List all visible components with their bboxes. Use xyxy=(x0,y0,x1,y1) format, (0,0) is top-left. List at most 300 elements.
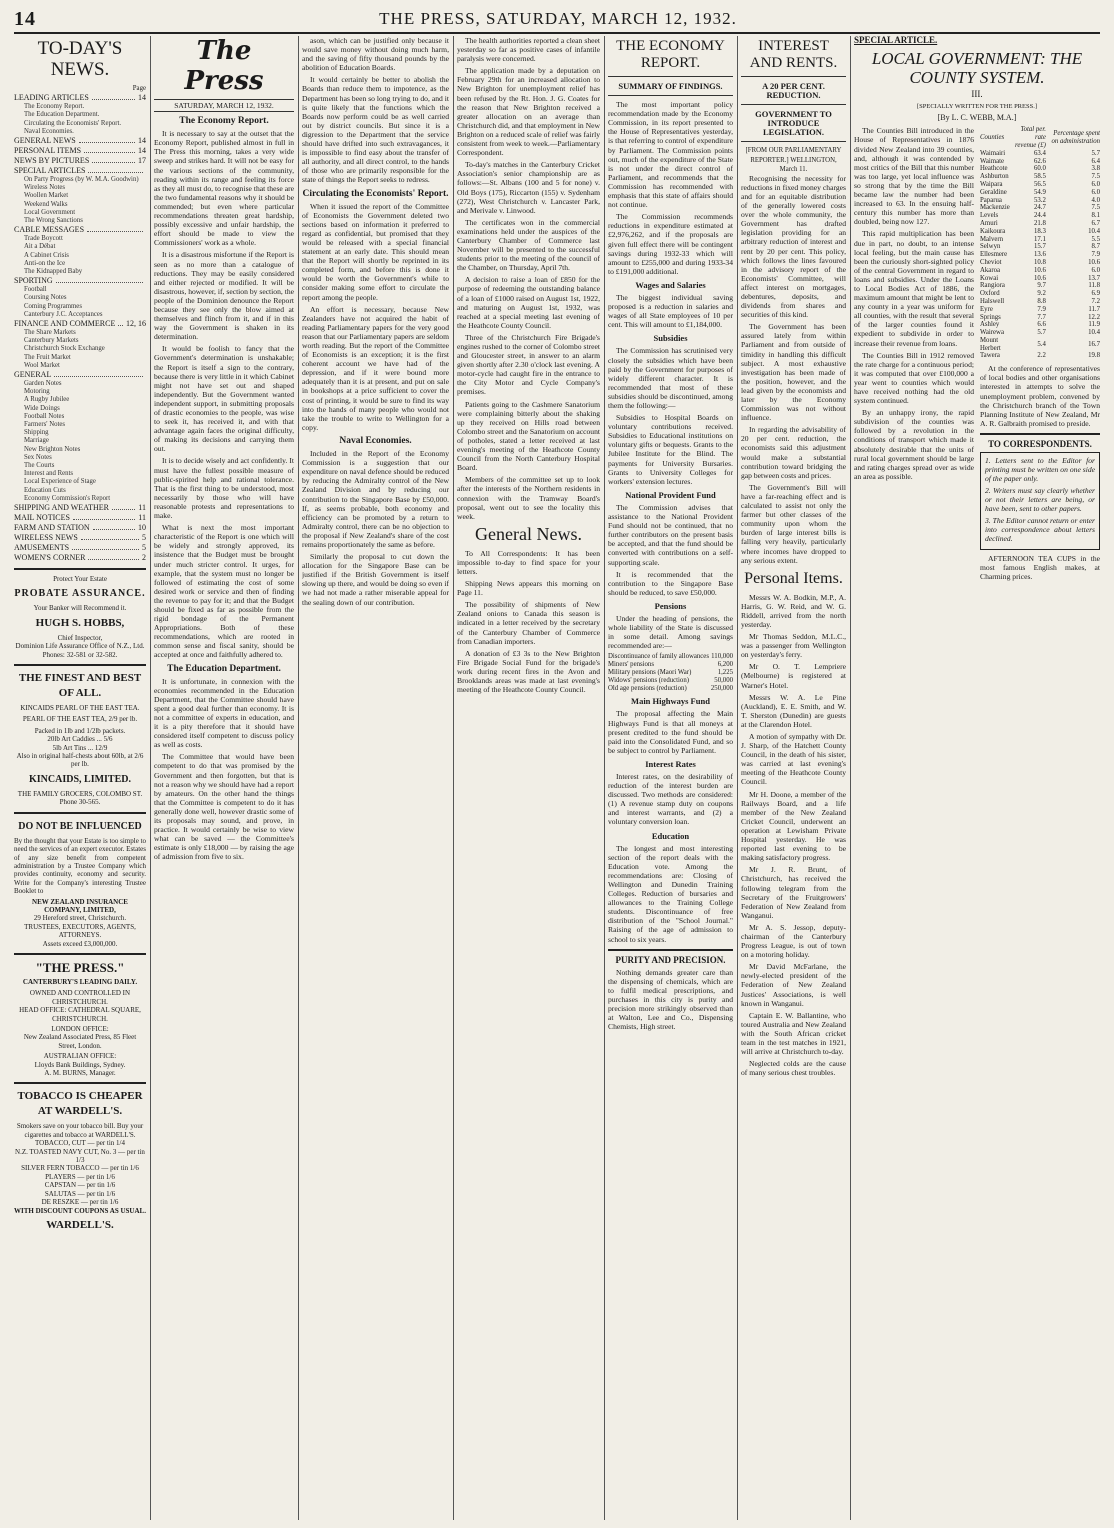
index-row xyxy=(14,156,146,166)
trustee-ad xyxy=(14,819,146,948)
index-subitem: New Brighton Notes xyxy=(24,445,81,453)
paragraph: It is unfortunate, in connexion with the economies recommended in the Education Department, that the Committee should have spent a good deal further than economy. It is not a committee of experts in education, and it is a pity therefore that it should have considered itself competent to discuss policy as well as costs. xyxy=(154,676,294,750)
article-body xyxy=(608,100,733,276)
table-cell: Tawera xyxy=(980,352,1000,360)
section-heading: Education xyxy=(651,830,690,841)
paragraph: A donation of £3 3s to the New Brighton Fire Brigade Social Fund for the brigade's work during recent fires in the Avon and Brooklands areas was made at last evening's meeting of the Heathcote County Council. xyxy=(457,648,600,695)
table-cell: Waimate xyxy=(980,157,1004,165)
paragraph: The application made by a deputation on February 29th for an increased allocation to New Brighton for unemployment relief has been refused by the Rt. Hon. J. G. Coates for the reason that New Brighton received a greater allocation on an average than Christchurch did, and that employment in New Brighton on a reduced scale of relief was fairly consistent from week to week.—Parliamentary Correspondent. xyxy=(457,66,600,158)
table-cell: 10.6 xyxy=(1088,258,1100,266)
index-row xyxy=(14,319,146,329)
article-heading: THE ECONOMY REPORT. xyxy=(616,38,725,71)
article-subheading: SUMMARY OF FINDINGS. xyxy=(618,81,723,91)
table-cell: Amuri xyxy=(980,219,998,227)
table-row xyxy=(980,306,1100,314)
table-cell-value: 110,000 xyxy=(711,653,733,661)
table-row xyxy=(980,228,1100,236)
section-heading: National Provident Fund xyxy=(625,489,716,500)
paragraph: The Counties Bill introduced in the House of Representatives in 1876 divided New Zealand into 39 counties, and, although it was contended by most critics of the Bill that this number was too large, yet local influence was so strong that by the time the Bill became law the number had been increased to 63. In the ensuing half-century this number has more than doubled, being now 127. xyxy=(854,126,974,227)
table-cell: 13.6 xyxy=(1034,251,1046,259)
ad-line: 5lb Art Tins ... 12/9 xyxy=(52,743,108,752)
article-subheading: A 20 PER CENT. REDUCTION. xyxy=(762,81,825,101)
ad-item: CAPSTAN — per tin 1/6 xyxy=(44,1181,116,1190)
paragraph: By an unhappy irony, the rapid subdivision of the counties was followed by a revolution in the conditions of transport which made it absolutely desirable that the units of rural local government should be large and rating charges spread over as wide an area as possible. xyxy=(854,408,974,481)
table-row xyxy=(980,352,1100,360)
paragraph: It is a disastrous misfortune if the Report is seen as no more than a catalogue of reductions. They may be easily considered and either rejected or modified. It will be disastrous, however, if, section by section, the people of the Dominion denounce the Report because they see only the blow aimed at themselves and flinch from it, and if in this way the Government is shaken in its determination. xyxy=(154,250,294,342)
paragraph: A motion of sympathy with Dr. J. Sharp, of the Hatchett County Council, in the death of his sister, was carried at last evening's meeting of the Heathcote County Council. xyxy=(741,732,846,787)
article-body xyxy=(741,174,846,565)
ad-line: Also in original half-chests about 60lb, at 2/6 per lb. xyxy=(16,752,144,769)
table-row xyxy=(980,314,1100,322)
index-subitem: Education Cuts xyxy=(24,486,66,494)
ad-title: TOBACCO IS CHEAPER AT WARDELL'S. xyxy=(17,1090,143,1118)
editorial-heading: The Economy Report. xyxy=(179,116,269,127)
table-cell: 5.7 xyxy=(1091,149,1100,157)
ad-line: AUSTRALIAN OFFICE: xyxy=(43,1052,117,1061)
table-cell: 60.0 xyxy=(1034,165,1046,173)
table-cell: 24.4 xyxy=(1034,212,1046,220)
paragraph: Mr H. Doone, a member of the Railways Board, and a life member of the New Zealand Cricket Council, underwent an operation at Lewisham Private Hospital yesterday. He was reported last evening to be making satisfactory progress. xyxy=(741,789,846,863)
table-cell-value: 250,000 xyxy=(710,684,733,692)
table-cell: 53.2 xyxy=(1034,196,1046,204)
table-cell: 11.7 xyxy=(1088,305,1100,313)
index-row xyxy=(14,553,146,563)
table-cell: 6.0 xyxy=(1091,180,1100,188)
index-subitem: Local Government xyxy=(24,208,76,216)
table-cell: Ashley xyxy=(980,321,1000,329)
table-cell-value: 50,000 xyxy=(714,676,733,684)
paragraph: The Government has been assured lately from within Parliament and from outside of timidity in handling this difficult subject. A most exhaustive investigation has been made of the position, however, and the lead given by the economists and later by the Economy Commission was not without influence. xyxy=(741,322,846,423)
index-row xyxy=(14,370,146,380)
ad-line: A. M. BURNS, Manager. xyxy=(44,1069,116,1078)
paragraph: Three of the Christchurch Fire Brigade's engines rushed to the corner of Colombo street and Gloucester street, in answer to an alarm given shortly after 2.30 o'clock last evening. A motor-cycle had caught fire in the entrance to the City Motor and Cycle Company's premises. xyxy=(457,332,600,397)
index-row xyxy=(14,503,146,513)
ad-footer: WITH DISCOUNT COUPONS AS USUAL. xyxy=(14,1206,146,1215)
index-page: 12, 16 xyxy=(126,318,146,328)
index-subitem: The Kidnapped Baby xyxy=(24,267,83,275)
index-dots xyxy=(79,136,135,143)
index-subitem: Wide Doings xyxy=(24,404,60,412)
table-cell-label: Widows' pensions (reduction) xyxy=(608,676,689,684)
index-dots xyxy=(54,370,143,377)
paragraph: Mr Thomas Seddon, M.L.C., was a passenger from Wellington on yesterday's ferry. xyxy=(741,632,846,660)
table-cell: 6.7 xyxy=(1091,219,1100,227)
paragraph: To-day's matches in the Canterbury Cricket Association's senior championship are as follows:—St. Albans (100 and 5 for none) v. Old Boys (175), Riccarton (155) v. Sydenham (272), West Christchurch v. Lancaster Park, and Merivale v. Linwood. xyxy=(457,160,600,215)
editorial-heading: Naval Economies. xyxy=(339,435,412,446)
kincaids-ad xyxy=(14,671,146,807)
table-cell: 7.9 xyxy=(1091,251,1100,259)
table-cell: Springs xyxy=(980,313,1001,321)
section-heading: Pensions xyxy=(654,600,687,611)
correspondent-rule: 1. Letters sent to the Editor for printing must be written on one side of the paper only. xyxy=(985,456,1095,484)
section-heading: Wages and Salaries xyxy=(635,279,706,290)
table-cell: 19.8 xyxy=(1088,352,1100,360)
index-subitem: The Education Department. xyxy=(24,111,100,119)
index-page: 11 xyxy=(138,513,146,523)
table-cell: 7.9 xyxy=(1037,305,1046,313)
table-cell: Eyre xyxy=(980,305,993,313)
table-cell: 12.2 xyxy=(1088,313,1100,321)
index-label: WOMEN'S CORNER xyxy=(14,553,86,563)
paragraph: It is recommended that the contribution to the Singapore Base should be reduced, to save £50,000. xyxy=(608,569,733,597)
table-row xyxy=(980,181,1100,189)
index-subitem: Economy Commission's Report xyxy=(24,494,111,502)
ad-line: TRUSTEES, EXECUTORS, AGENTS, ATTORNEYS. xyxy=(24,922,136,940)
page-label: Page xyxy=(132,85,146,92)
paragraph: It would be foolish to fancy that the Government's determination is unshakable; the Report is itself a sign to the contrary, because there is very little in it which Cabinet might not have set out and shaped independently. But the Government wanted independent support, in submitting proposals of drastic economies to the people, was wise to seek it, has received it, and with that advantage again faces the original difficulty, of making its decisions and carrying them out. xyxy=(154,344,294,454)
paragraph: The Counties Bill in 1912 removed the rate charge for a continuous period; it was computed that over £100,000 a year went to counties which would have received nothing had the old system continued. xyxy=(854,350,974,406)
ad-line: Assets exceed £3,000,000. xyxy=(42,939,118,948)
paragraph: The possibility of shipments of New Zealand onions to Canada this season is indicated in a letter received by the secretary of the Canterbury Chamber of Commerce from Canadian importers. xyxy=(457,600,600,646)
table-cell: Heathcote xyxy=(980,165,1008,173)
table-cell: Oxford xyxy=(980,290,1000,298)
paragraph: Similarly the proposal to cut down the allocation for the Singapore Base can be justified if the British Government is itself slowing up there, and would be doing so even if we had not made a rather miserable appeal for the sealing down of our contribution. xyxy=(302,552,449,607)
table-cell: Levels xyxy=(980,212,999,220)
table-cell: 2.2 xyxy=(1037,352,1046,360)
special-article-title: LOCAL GOVERNMENT: THE COUNTY SYSTEM. xyxy=(871,49,1083,88)
paragraph: The health authorities reported a clean sheet yesterday so far as positive cases of infantile paralysis were concerned. xyxy=(457,36,600,64)
index-row xyxy=(14,543,146,553)
table-cell: 5.7 xyxy=(1037,329,1046,337)
index-subitem: Canterbury Markets xyxy=(24,337,79,345)
press-ad xyxy=(14,960,146,1077)
table-cell: 58.5 xyxy=(1034,173,1046,181)
table-cell: 7.2 xyxy=(1091,297,1100,305)
ad-item: SALUTAS — per tin 1/6 xyxy=(44,1189,116,1198)
table-cell: 16.7 xyxy=(1088,340,1100,348)
table-cell: Waimairi xyxy=(980,149,1006,157)
ad-line: Lloyds Bank Buildings, Sydney. xyxy=(34,1060,126,1069)
index-row xyxy=(14,276,146,286)
table-cell: Selwyn xyxy=(980,243,1001,251)
table-cell: 3.8 xyxy=(1091,165,1100,173)
ad-item: N.Z. TOASTED NAVY CUT, No. 3 — per tin 1/3 xyxy=(15,1147,145,1165)
paragraph: The certificates won in the commercial examinations held under the auspices of the Canterbury Chamber of Commerce last November will be presented to the successful students prior to the meeting of the council of the Chamber, on Thursday, April 7th. xyxy=(457,217,600,273)
table-cell: 6.0 xyxy=(1091,266,1100,274)
table-row xyxy=(608,685,733,693)
table-row xyxy=(980,158,1100,166)
table-cell: 11.9 xyxy=(1088,321,1100,329)
ad-line: OWNED AND CONTROLLED IN CHRISTCHURCH. xyxy=(29,989,131,1006)
ad-line: Phone 30-565. xyxy=(59,798,101,807)
correspondent-rule: 2. Writers must say clearly whether or not their letters are being, or have been, sent to other papers. xyxy=(985,486,1095,514)
general-news-column xyxy=(457,36,600,1524)
table-cell: Ashburton xyxy=(980,173,1009,181)
index-dots xyxy=(92,156,135,163)
special-article-label: SPECIAL ARTICLE. xyxy=(854,36,938,45)
table-cell: 7.5 xyxy=(1091,173,1100,181)
index-subitem: The Economy Report. xyxy=(24,103,85,111)
table-header-row xyxy=(980,126,1100,149)
index-dots xyxy=(73,513,135,520)
paragraph: This rapid multiplication has been due in part, no doubt, to an intense local feeling, but the main cause has been the curiously short-sighted policy of the central Government in regard to loans and subsidies. Under the Loans to Local Bodies Act of 1886, the maximum amount that might be lent to any county in a year was uniform for all counties, with the result that several of the larger counties found it expedient to subdivide in order to increase their revenue from loans. xyxy=(854,229,974,348)
paragraph: Mr J. R. Brunt, of Christchurch, has received the following telegram from the Secretary of the Fruitgrowers' Federation of New Zealand from Wanganui. xyxy=(741,865,846,920)
article-body xyxy=(608,503,733,597)
index-subitem: Naval Economies. xyxy=(24,127,74,135)
paragraph: The longest and most interesting section of the report deals with the Education vote. Among the recommendations are: Closing of Wellington and Dunedin Training Colleges. Reduction of bursaries and allowances to the Training College students. Discontinuance of free distribution of the "School Journal." Raising of the age of admission to school to six years. xyxy=(608,843,733,944)
index-subitem: Marriage xyxy=(24,437,49,445)
paragraph: The Commission recommends reductions in expenditure estimated at £2,976,262, and if the proposals are given full effect there will be contingent savings during 1932-33 which will amount to £255,000 and during 1933-34 to £191,000 additional. xyxy=(608,212,733,276)
paragraph: The proposal affecting the Main Highways Fund is that all moneys at present credited to the fund should be paid into the Consolidated Fund, and so be subject to control by Parliament. xyxy=(608,709,733,755)
paragraph: The Committee that would have been competent to do that was promised by the Government and then forgotten, but that is not a reason why we should have had a report by amateurs. On the other hand the things that the Committee is competent to do it has generally done well, however drastic some of its proposals may sound, and prove, in practice. It would certainly be wise to view what can be saved — the Committee's estimate is only £18,000 — by raising the age of admission from five to six. xyxy=(154,752,294,862)
editorial-body xyxy=(154,677,294,862)
column-rule xyxy=(850,36,851,1520)
table-row xyxy=(980,267,1100,275)
table-cell: Malvern xyxy=(980,235,1004,243)
table-cell: 6.6 xyxy=(1037,321,1046,329)
article-body xyxy=(608,772,733,827)
table-row xyxy=(608,669,733,677)
pension-savings-table xyxy=(608,653,733,692)
index-page: 14 xyxy=(138,145,146,155)
index-page: 2 xyxy=(142,553,146,563)
paragraph: Patients going to the Cashmere Sanatorium were complaining bitterly about the shaking up they received on Hills road between Colombo street and the Sanatorium on account of potholes, stated a letter received at last evening's meeting of the Heathcote County Council from the North Canterbury Hospital Board. xyxy=(457,399,600,473)
paragraph: Included in the Report of the Economy Commission is a suggestion that our expenditure on naval defence should be reduced by reducing the Admiralty control of the New Zealand Division and by reducing our contribution to the Singapore Base by £50,000. If, as seems probable, both economy and efficiency can be promoted by a return to Admiralty control, there can be no objection to the proposal if New Zealand's share of the cost remains proportionately the same as before. xyxy=(302,449,449,549)
news-index xyxy=(14,93,146,503)
index-label: SPECIAL ARTICLES xyxy=(14,165,86,175)
table-cell: Kowai xyxy=(980,274,999,282)
index-dots xyxy=(72,543,139,550)
index-subitem: Interest and Rents xyxy=(24,470,74,478)
index-page: 5 xyxy=(142,543,146,553)
table-cell: Kaikoura xyxy=(980,227,1006,235)
ad-name: WARDELL'S. xyxy=(46,1218,114,1231)
table-cell: 10.8 xyxy=(1034,258,1046,266)
index-dots xyxy=(93,523,135,530)
index-column xyxy=(14,36,146,1524)
table-cell: Paparua xyxy=(980,196,1002,204)
paragraph: Interest rates, on the desirability of reduction of the interest burden are discussed. Two methods are considered: (1) A revenue stamp duty on coupons and interest warrants, and (2) a voluntary conversion loan. xyxy=(608,771,733,827)
paragraph: Subsidies to Hospital Boards on voluntary contributions received. Subsidies to Educational institutions on voluntary gifts or bequests. Grants to the Jubilee Institute for the Blind. The payments for University Bursaries. Grants to University Colleges for workers' extension lectures. xyxy=(608,413,733,486)
index-subitem: The Fruit Market xyxy=(24,353,71,361)
table-header-cell: Percentage spent on administration xyxy=(1051,130,1100,146)
table-cell-label: Miners' pensions xyxy=(608,661,654,669)
ad-line: HEAD OFFICE: CATHEDRAL SQUARE, CHRISTCHURCH. xyxy=(19,1006,141,1023)
index-row xyxy=(14,136,146,146)
article-body xyxy=(854,126,974,584)
index-label: SHIPPING AND WEATHER xyxy=(14,503,109,513)
paragraph: The Commission has scrutinised very closely the subsidies which have been paid by the Government for purposes of widely different character. It is recommended that most of these subsidies should be discontinued, among them the following:— xyxy=(608,346,733,410)
paragraph: When it issued the report of the Committee of Economists the Government deleted two sections based on information it preferred to regard as confidential, but promised that they would be released with a special financial statement at an early date. This should mean that the Report will shortly be reprinted in its completed form, and before this is done it would be worth the Government's while to consider making some effort to circulate the report among the people. xyxy=(302,201,449,302)
index-subitem: Ait a Débat xyxy=(24,243,56,251)
table-cell: 10.4 xyxy=(1088,329,1100,337)
dateline: [FROM OUR PARLIAMENTARY REPORTER.] WELLINGTON, March 11. xyxy=(745,147,842,173)
index-subitem: The Share Markets xyxy=(24,328,76,336)
interest-rents-column xyxy=(741,36,846,1524)
correspondents-box xyxy=(980,452,1100,550)
paragraph: Captain E. W. Ballantine, who toured Australia and New Zealand with the South African cricket team in the test matches in 1921, will arrive at Christchurch to-day. xyxy=(741,1010,846,1057)
table-row xyxy=(980,220,1100,228)
ad-line: KINCAIDS PEARL OF THE EAST TEA. xyxy=(20,704,140,713)
index-label: GENERAL NEWS xyxy=(14,135,76,145)
news-body xyxy=(457,549,600,694)
table-row xyxy=(980,212,1100,220)
index-subitem: Woollen Market xyxy=(24,192,69,200)
table-cell: 6.0 xyxy=(1091,188,1100,196)
table-cell: 9.7 xyxy=(1037,282,1046,290)
index-row xyxy=(14,533,146,543)
table-header-cell: Total per. rate revenue (£) xyxy=(1015,126,1046,149)
table-cell: Mackenzie xyxy=(980,204,1010,212)
table-row xyxy=(980,243,1100,251)
editorial-heading: The Education Department. xyxy=(167,663,281,674)
article-body xyxy=(741,593,846,1078)
ad-line: 20lb Art Caddies ... 5/6 xyxy=(47,735,113,744)
table-row xyxy=(980,329,1100,337)
table-row xyxy=(980,251,1100,259)
table-row xyxy=(980,173,1100,181)
paragraph: What is next the most important characteristic of the Report is one which will be widely and strongly approved, its insistence that the Budget must be brought under much stricter control. It urges, for example, that the system must no longer be followed of estimating the cost of some desired work or service and then of finding the revenue to pay for it; and that the Budget should be fixed as far as possible from the rigid bondage of the Permanent Appropriations. Both of these recommendations, which are rooted in common sense and fiscal sanity, should be accepted at once and faithfully adhered to. xyxy=(154,523,294,660)
table-row xyxy=(980,165,1100,173)
ad-title: PROBATE ASSURANCE. xyxy=(14,588,146,600)
table-cell: 10.6 xyxy=(1034,274,1046,282)
editorial-heading: Circulating the Economists' Report. xyxy=(302,188,449,199)
index-dots xyxy=(88,166,143,173)
index-page: 11 xyxy=(138,503,146,513)
table-cell: Cheviot xyxy=(980,258,1002,266)
ad-line: Packed in 1lb and 1/2lb packets. xyxy=(34,726,126,735)
index-subitem: Sex Notes xyxy=(24,453,52,461)
index-subitem: Farmers' Notes xyxy=(24,420,66,428)
ad-body: Smokers save on your tobacco bill. Buy your cigarettes and tobacco at WARDELL'S. xyxy=(16,1122,144,1139)
paragraph: Neglected colds are the cause of many serious chest troubles. xyxy=(741,1059,846,1078)
paragraph: At the conference of representatives of local bodies and other organisations interested in attempts to solve the unemployment problem, convened by the Christchurch branch of the Town Planning Institute of New Zealand, Mr A. R. Galbraith promised to preside. xyxy=(980,364,1100,428)
index-dots xyxy=(84,146,135,153)
paragraph: It is to decide wisely and act confidently. It must have the fullest possible measure of public-spirited help and rational tolerance. That is the first thing to be understood, most necessarily by those who will have reasonable protests and representations to make. xyxy=(154,456,294,521)
index-label: WIRELESS NEWS xyxy=(14,533,78,543)
table-cell: 21.8 xyxy=(1034,219,1046,227)
page-number: 14 xyxy=(14,7,36,30)
table-cell: 6.9 xyxy=(1091,290,1100,298)
purity-box-text: Nothing demands greater care than the dispensing of chemicals, which are to fulfil medical prescriptions, and purchases in this city is purity and precision more strikingly observed than at Walton, Lee and Co., Dispensing Chemists, High street. xyxy=(608,967,733,1032)
ad-line: Protect Your Estate xyxy=(53,575,107,584)
table-row xyxy=(980,236,1100,244)
column-rule xyxy=(453,36,454,1520)
table-cell-value: 1,225 xyxy=(717,668,733,676)
index-subitem: Football Notes xyxy=(24,412,65,420)
table-cell: 24.7 xyxy=(1034,204,1046,212)
index-label: NEWS BY PICTURES xyxy=(14,155,90,165)
general-news-heading: General News. xyxy=(475,523,582,544)
byline: [By L. C. WEBB, M.A.] xyxy=(937,113,1017,123)
table-cell: 4.0 xyxy=(1091,196,1100,204)
paragraph: A decision to raise a loan of £850 for the purpose of redeeming the outstanding balance of a loan of £1000 raised on August 1st, 1922, and maturing on August 1st, 1932, was reached at a special meeting last evening of the Heathcote County Council. xyxy=(457,275,600,330)
index-subitem: Trade Boycott xyxy=(24,235,63,243)
masthead xyxy=(14,6,1100,34)
table-cell: 10.4 xyxy=(1088,227,1100,235)
ad-title: DO NOT BE INFLUENCED xyxy=(18,820,142,832)
column-rule xyxy=(298,36,299,1520)
table-cell: 5.5 xyxy=(1091,235,1100,243)
paragraph: The Government's Bill will have a far-reaching effect and is calculated to assist not only the farmer but other classes of the community upon whom the burden of large interest bills is falling very heavily, particularly where incomes have dropped to any serious extent. xyxy=(741,482,846,565)
index-label: GENERAL xyxy=(14,369,52,379)
index-subitem: On Party Progress (by W. M.A. Goodwin) xyxy=(24,175,139,183)
index-subitem: Local Experience of Stage xyxy=(24,478,96,486)
todays-news-heading: TO-DAY'S NEWS. xyxy=(37,38,123,80)
table-cell: 10.6 xyxy=(1034,266,1046,274)
editorial-body xyxy=(302,36,449,185)
purity-box-title: PURITY AND PRECISION. xyxy=(615,954,726,965)
index-label: FARM AND STATION xyxy=(14,523,90,533)
index-label: AMUSEMENTS xyxy=(14,543,70,553)
table-cell: 5.4 xyxy=(1037,340,1046,348)
index-page: 10 xyxy=(138,523,146,533)
table-cell: Mount Herbert xyxy=(980,336,1001,352)
index-dots xyxy=(56,276,143,283)
probate-ad xyxy=(14,575,146,659)
column-rule xyxy=(737,36,738,1520)
table-cell: 15.7 xyxy=(1034,243,1046,251)
table-row xyxy=(980,337,1100,353)
paragraph: Members of the committee set up to look after the interests of the Northern residents in connexion with the Tramway Board's proposal, went out to see the locality this week. xyxy=(457,475,600,521)
paper-nameplate: The Press xyxy=(184,36,264,96)
paragraph: Mr A. S. Jessop, deputy-chairman of the Canterbury Progress League, is out of town on a motoring holiday. xyxy=(741,922,846,960)
index-dots xyxy=(92,93,135,100)
table-cell: 11.8 xyxy=(1088,282,1100,290)
table-cell: 6.4 xyxy=(1091,157,1100,165)
table-cell: 8.1 xyxy=(1091,212,1100,220)
table-cell: 17.1 xyxy=(1034,235,1046,243)
index-subitem: The Wrong Sanctions xyxy=(24,216,83,224)
index-subitem: Anti-on the Ice xyxy=(24,259,66,267)
editorial-column xyxy=(154,36,294,1524)
index-subitem: Coursing Notes xyxy=(24,294,67,302)
table-row xyxy=(980,298,1100,306)
table-row xyxy=(980,197,1100,205)
paragraph: It is necessary to say at the outset that the Economy Report, published almost in full in The Press this morning, takes a very wide sweep and strikes hard. It will not be easy for the various sections of the community, reading within its range and feeling its force as they all must do, to recognise that these are the two fundamental reasons why it should be commended; but even where particular recommendations threaten great hardship, possibly excessive and unfair hardship, the effort should be made to view the Commissioners' work as a whole. xyxy=(154,129,294,248)
ad-name: KINCAIDS, LIMITED. xyxy=(29,773,131,785)
paragraph: The biggest individual saving proposed is a reduction in salaries and wages of all State employees of 10 per cent. This will amount to £1,184,000. xyxy=(608,292,733,330)
index-page: 14 xyxy=(138,135,146,145)
wardells-ad xyxy=(14,1089,146,1232)
paragraph: Under the heading of pensions, the whole liability of the State is discussed in some detail. Among savings recommended are:— xyxy=(608,613,733,651)
county-table xyxy=(980,126,1100,360)
ad-name: HUGH S. HOBBS, xyxy=(35,616,125,629)
index-subitem: Wireless Notes xyxy=(24,184,66,192)
editorial-body xyxy=(154,129,294,659)
news-index-bottom xyxy=(14,503,146,563)
article-body xyxy=(608,293,733,329)
section-heading: Main Highways Fund xyxy=(631,696,710,707)
index-page: 17 xyxy=(138,155,146,165)
index-subitem: A Cabinet Crisis xyxy=(24,251,69,259)
table-cell: 9.2 xyxy=(1037,290,1046,298)
table-row xyxy=(980,321,1100,329)
paragraph: ason, which can be justified only because it would save money without doing much harm, and the saving of fifty thousand pounds by the abolition of Education Boards. xyxy=(302,36,449,73)
article-body xyxy=(608,844,733,944)
news-body xyxy=(457,36,600,521)
table-cell: 18.3 xyxy=(1034,227,1046,235)
index-subitem: Christchurch Stock Exchange xyxy=(24,345,105,353)
personal-items-heading: Personal Items. xyxy=(744,569,843,587)
table-cell-value: 6,200 xyxy=(717,661,733,669)
article-body xyxy=(608,709,733,754)
index-subitem: Canterbury J.C. Acceptances xyxy=(24,310,103,318)
article-body xyxy=(980,364,1100,428)
table-cell: 63.4 xyxy=(1034,149,1046,157)
index-subitem: Wool Market xyxy=(24,361,60,369)
ad-item: PLAYERS — per tin 1/6 xyxy=(45,1172,115,1181)
ad-name: NEW ZEALAND INSURANCE COMPANY, LIMITED, xyxy=(32,897,128,914)
index-subitem: Motoring xyxy=(24,388,50,396)
table-row xyxy=(608,677,733,685)
editorial-date: SATURDAY, MARCH 12, 1932. xyxy=(154,99,294,112)
paragraph: To All Correspondents: It has been impossible to-day to find space for your letters. xyxy=(457,548,600,576)
table-row xyxy=(980,259,1100,267)
paragraph: The most important policy recommendation made by the Economy Commission, in its report presented to the House of Representatives yesterday, is that referring to control of expenditure by Parliament. The Commission points out, much of the expenditure of the State is not under the direct control of Parliament, and recommends that the Commission has recommended with emphasis that this state of affairs should not continue. xyxy=(608,100,733,210)
table-cell: Akaroa xyxy=(980,266,1001,274)
index-row xyxy=(14,513,146,523)
